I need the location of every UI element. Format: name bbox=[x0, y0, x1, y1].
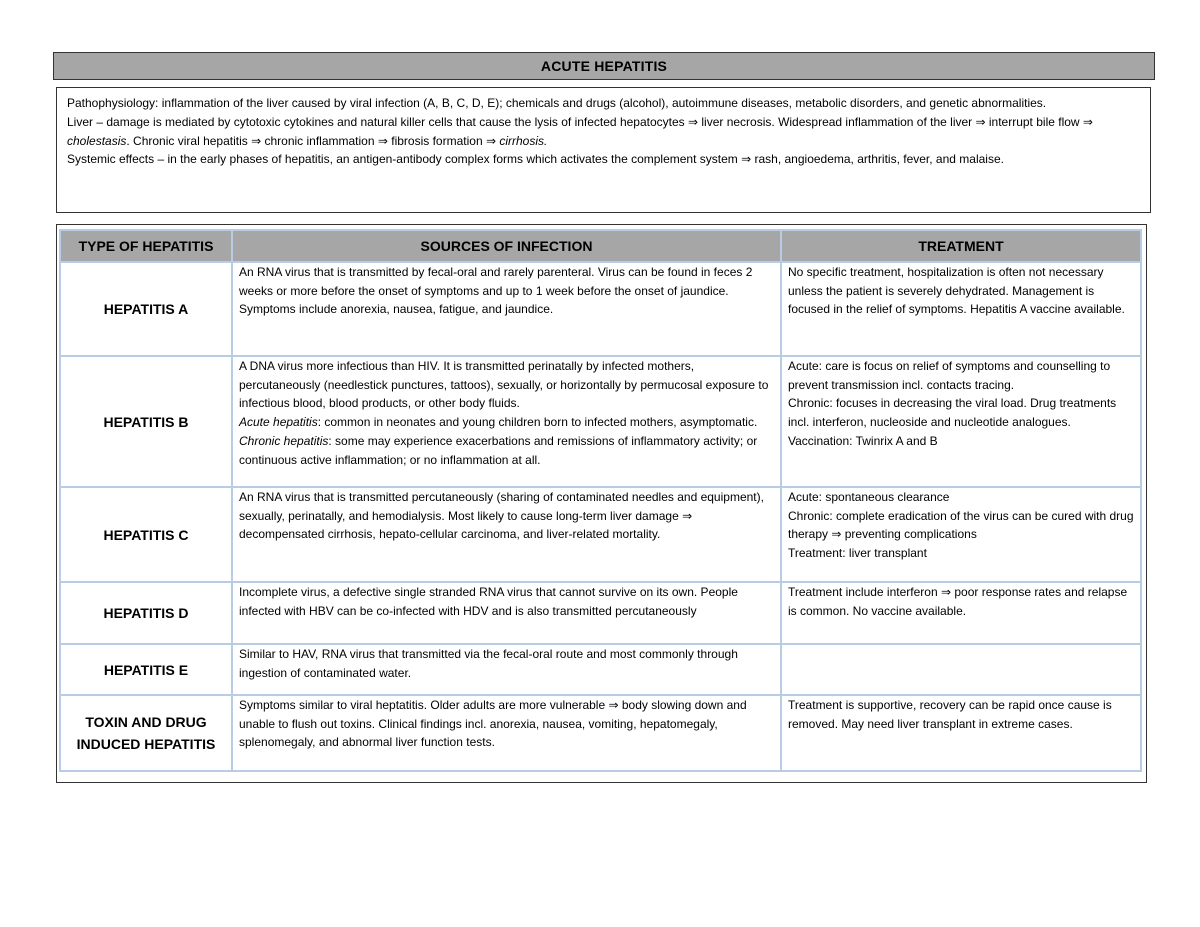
table-row bbox=[60, 695, 1141, 771]
acute-desc: : common in neonates and young children born to infected mothers, asymptomatic. bbox=[317, 415, 758, 430]
header-type: TYPE OF HEPATITIS bbox=[60, 230, 232, 262]
type-line-2: INDUCED HEPATITIS bbox=[76, 736, 216, 752]
type-cell: HEPATITIS E bbox=[60, 644, 232, 695]
sources-main-text: A DNA virus more infectious than HIV. It is transmitted perinatally by infected mothers, percutaneously (needlestick punctures, tattoos), sexually, or horizontally by permucosal exposure to infectious blood, blood products, or other body fluids. bbox=[239, 359, 769, 411]
type-line-1: TOXIN AND DRUG bbox=[85, 714, 207, 730]
type-cell bbox=[60, 695, 232, 771]
table-header-row bbox=[60, 230, 1141, 262]
header-sources: SOURCES OF INFECTION bbox=[232, 230, 781, 262]
type-cell: HEPATITIS D bbox=[60, 582, 232, 644]
hepatitis-table-frame bbox=[56, 224, 1147, 783]
page-title: ACUTE HEPATITIS bbox=[540, 58, 668, 74]
table-row bbox=[60, 644, 1141, 695]
pathophysiology-text: Pathophysiology: inflammation of the liver caused by viral infection (A, B, C, D, E); chemicals and drugs (alcohol), autoimmune diseases, metabolic disorders, and genetic abnormalities. bbox=[67, 96, 1047, 110]
systemic-effects-text: Systemic effects – in the early phases of hepatitis, an antigen-antibody complex forms which activates the complement system ⇒ rash, angioedema, arthritis, fever, and malaise. bbox=[67, 152, 1004, 167]
type-cell: HEPATITIS A bbox=[60, 262, 232, 356]
treatment-acute: Acute: spontaneous clearance bbox=[788, 490, 950, 504]
treatment-cell: No specific treatment, hospitalization is often not necessary unless the patient is severely dehydrated. Management is focused in the relief of symptoms. Hepatitis A vaccine available. bbox=[781, 262, 1141, 356]
chronic-label: Chronic hepatitis bbox=[239, 433, 329, 448]
cirrhosis-term: cirrhosis. bbox=[499, 133, 548, 148]
table-row bbox=[60, 262, 1141, 356]
acute-hepatitis-text bbox=[239, 413, 774, 432]
liver-damage-text-c: . Chronic viral hepatitis ⇒ chronic inflammation ⇒ fibrosis formation ⇒ bbox=[126, 133, 500, 148]
sources-cell: Similar to HAV, RNA virus that transmitted via the fecal-oral route and most commonly through ingestion of contaminated water. bbox=[232, 644, 781, 695]
table-row bbox=[60, 582, 1141, 644]
sources-cell: Symptoms similar to viral heptatitis. Older adults are more vulnerable ⇒ body slowing down and unable to flush out toxins. Clinical findings incl. anorexia, nausea, vomiting, hepatomegaly, splenomegaly, and abnormal liver function tests. bbox=[232, 695, 781, 771]
title-bar bbox=[53, 52, 1155, 80]
treatment-cell bbox=[781, 487, 1141, 582]
chronic-desc: : some may experience exacerbations and remissions of inflammatory activity; or continuous active inflammation; or no inflammation at all. bbox=[239, 433, 758, 467]
sources-cell: An RNA virus that is transmitted by fecal-oral and rarely parenteral. Virus can be found in feces 2 weeks or more before the onset of symptoms and up to 1 week before the onset of jaundice. Symptoms include anorexia, nausea, fatigue, and jaundice. bbox=[232, 262, 781, 356]
table-row bbox=[60, 356, 1141, 487]
treatment-cell bbox=[781, 356, 1141, 487]
liver-damage-text bbox=[67, 113, 1140, 151]
cholestasis-term: cholestasis bbox=[67, 133, 127, 148]
header-treatment: TREATMENT bbox=[781, 230, 1141, 262]
liver-damage-text-a: Liver – damage is mediated by cytotoxic cytokines and natural killer cells that cause the lysis of infected hepatocytes ⇒ liver necrosis. Widespread inflammation of the liver ⇒ interrupt bile flow ⇒ bbox=[67, 114, 1093, 129]
treatment-acute: Acute: care is focus on relief of symptoms and counselling to prevent transmission incl. contacts tracing. bbox=[788, 359, 1111, 392]
treatment-transplant: Treatment: liver transplant bbox=[788, 546, 927, 561]
sources-cell: Incomplete virus, a defective single stranded RNA virus that cannot survive on its own. People infected with HBV can be co-infected with HDV and is also transmitted percutaneously bbox=[232, 582, 781, 644]
pathophysiology-box bbox=[56, 87, 1151, 213]
chronic-hepatitis-text bbox=[239, 432, 774, 469]
sources-cell bbox=[232, 356, 781, 487]
treatment-cell: Treatment include interferon ⇒ poor response rates and relapse is common. No vaccine available. bbox=[781, 582, 1141, 644]
acute-label: Acute hepatitis bbox=[239, 415, 318, 430]
type-cell: HEPATITIS C bbox=[60, 487, 232, 582]
hepatitis-table bbox=[59, 229, 1142, 772]
treatment-vaccination: Vaccination: Twinrix A and B bbox=[788, 433, 938, 448]
sources-cell: An RNA virus that is transmitted percutaneously (sharing of contaminated needles and equipment), sexually, perinatally, and hemodialysis. Most likely to cause long-term liver damage ⇒ decompensated cirrhosis, hepato-cellular carcinoma, and liver-related mortality. bbox=[232, 487, 781, 582]
table-row bbox=[60, 487, 1141, 582]
treatment-chronic: Chronic: focuses in decreasing the viral load. Drug treatments incl. interferon, nucleoside and nucleotide analogues. bbox=[788, 396, 1117, 430]
treatment-cell bbox=[781, 644, 1141, 695]
type-cell: HEPATITIS B bbox=[60, 356, 232, 487]
treatment-chronic: Chronic: complete eradication of the virus can be cured with drug therapy ⇒ preventing complications bbox=[788, 508, 1134, 542]
treatment-cell: Treatment is supportive, recovery can be rapid once cause is removed. May need liver transplant in extreme cases. bbox=[781, 695, 1141, 771]
